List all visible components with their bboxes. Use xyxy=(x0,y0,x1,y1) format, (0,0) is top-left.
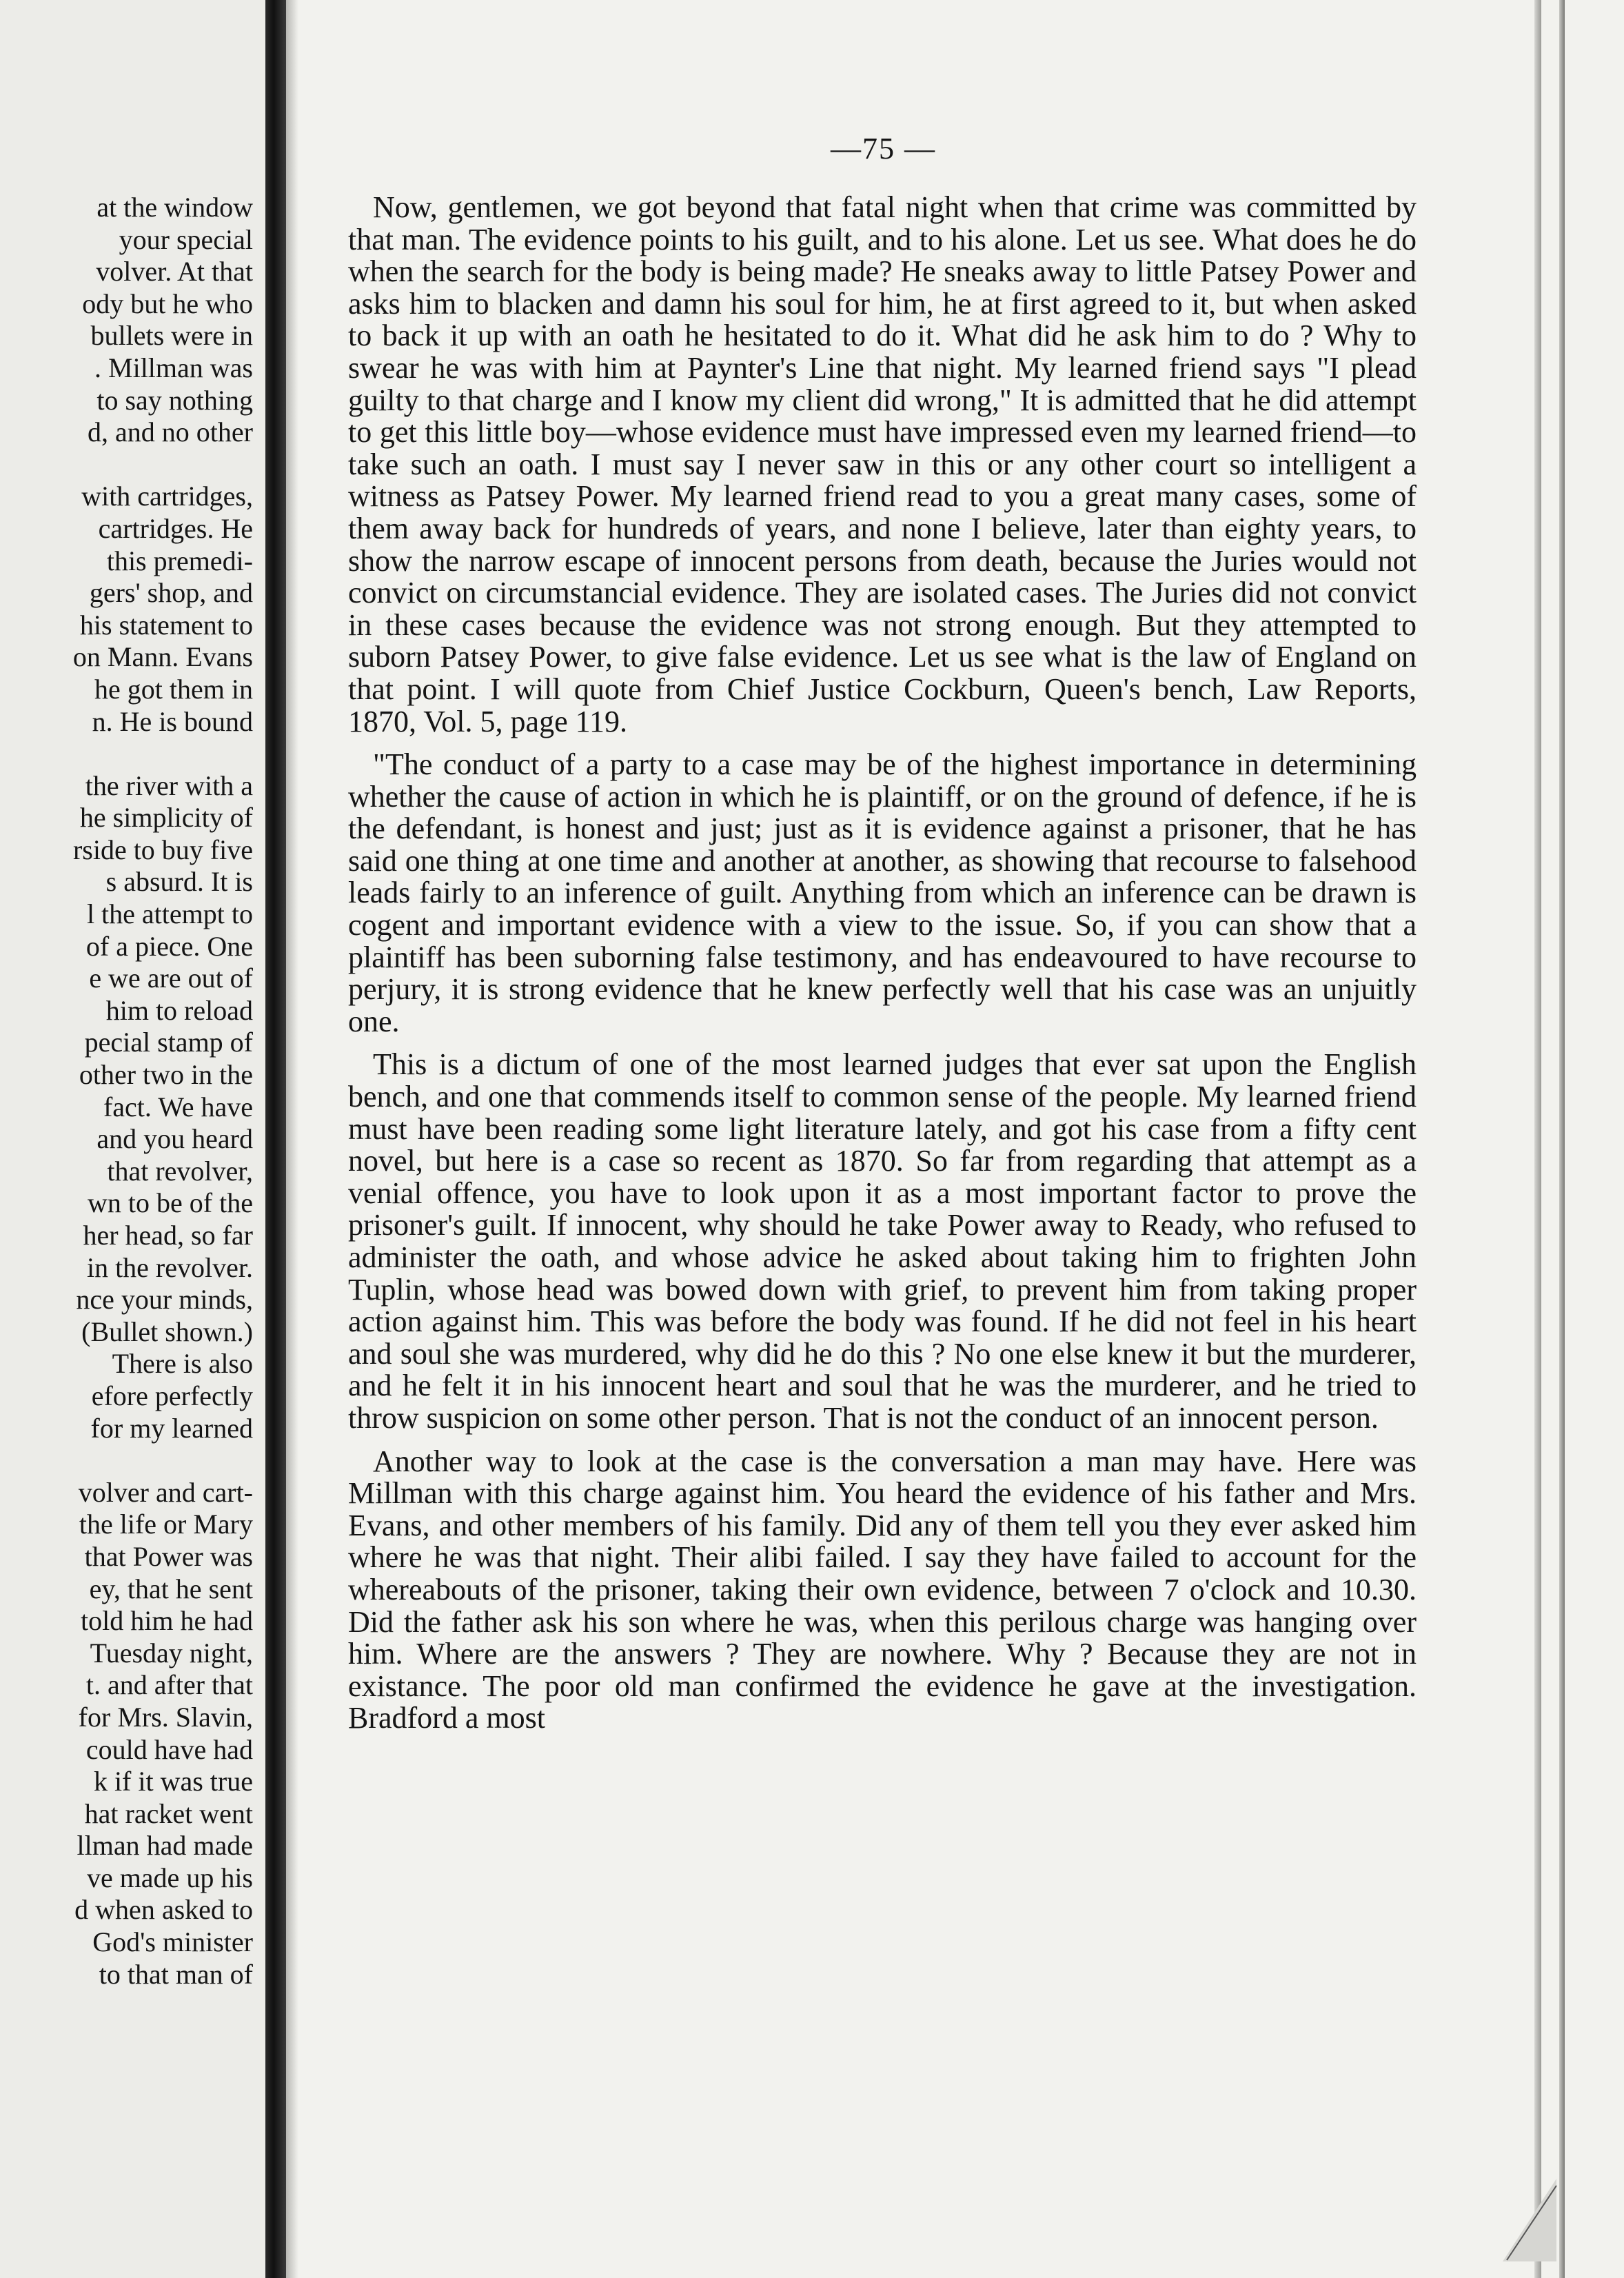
page-edge xyxy=(1534,0,1541,2278)
facing-page-line: . Millman was xyxy=(94,352,253,383)
paragraph: Another way to look at the case is the conversation a man may have. Here was Millman with this charge against him. You heard the evidence of his father and Mrs. Evans, and other members of his family. Did any of them tell you they ever asked him where he was that night. Their alibi failed. I say they have failed to account for the whereabouts of the prisoner, taking their own evidence, between 7 o'clock and 10.30. Did the father ask his son where he was, when this perilous charge was hanging over him. Where are the answers ? They are nowhere. Why ? Because they are not in existance. The poor old man confirmed the evidence he gave at the investigation. Bradford a most xyxy=(348,1444,1417,1735)
book-gutter xyxy=(265,0,286,2278)
facing-page-line: l the attempt to xyxy=(86,898,253,930)
facing-page-line xyxy=(0,1444,253,1477)
facing-page-line: with cartridges, xyxy=(81,481,253,512)
facing-page-line: cartridges. He xyxy=(98,512,253,544)
facing-page-line: pecial stamp of xyxy=(84,1027,253,1058)
gutter-shadow xyxy=(286,0,298,2278)
facing-page-line: hat racket went xyxy=(84,1797,253,1829)
facing-page-fragment xyxy=(0,0,265,2278)
facing-page-line: other two in the xyxy=(79,1059,253,1091)
facing-page-line: rside to buy five xyxy=(72,834,253,865)
facing-page-line: he simplicity of xyxy=(79,802,253,834)
facing-page-line: volver. At that xyxy=(96,256,253,288)
facing-page-line: fact. We have xyxy=(103,1091,253,1122)
facing-page-line: God's minister xyxy=(92,1926,253,1958)
facing-page-line: could have had xyxy=(85,1733,253,1765)
facing-page-line: your special xyxy=(119,223,253,255)
facing-page-line: nce your minds, xyxy=(76,1284,253,1316)
page-number: —75 — xyxy=(831,132,936,165)
facing-page-line: ey, that he sent xyxy=(89,1573,253,1604)
facing-page-line: that Power was xyxy=(84,1540,253,1572)
facing-page-line: for Mrs. Slavin, xyxy=(78,1701,253,1733)
facing-page-line: the river with a xyxy=(85,769,253,801)
facing-page-line: his statement to xyxy=(79,609,253,641)
facing-page-line: n. He is bound xyxy=(92,705,253,737)
paragraph: This is a dictum of one of the most learned judges that ever sat upon the English bench, and one that commends itself to common sense of the people. My learned friend must have been reading some light literature lately, and got his case from a fifty cent novel, but here is a case so recent as 1870. So far from regarding that attempt as a venial offence, you have to look upon it as a most important factor to prove the prisoner's guilt. If innocent, why should he take Power away to Ready, who refused to administer the oath, and whose advice he asked about taking him to frighten John Tuplin, whose head was bowed down with grief, to prevent him from taking proper action against him. This was before the body was found. If he did not feel in his heart and soul she was murdered, why did he do this ? No one else knew it but the murderer, and he felt it in his innocent heart and soul that he was the murderer, and he tried to throw suspicion on some other person. That is not the conduct of an innocent person. xyxy=(348,1047,1417,1435)
facing-page-line: told him he had xyxy=(81,1605,253,1637)
facing-page-line: for my learned xyxy=(90,1412,253,1444)
page-body xyxy=(348,192,1417,1735)
facing-page-line: d when asked to xyxy=(74,1894,253,1926)
facing-page-line: bullets were in xyxy=(90,320,253,352)
facing-page-line: to say nothing xyxy=(97,384,253,416)
facing-page-line: efore perfectly xyxy=(91,1380,253,1411)
facing-page-line: s absurd. It is xyxy=(105,866,253,898)
facing-page-line: him to reload xyxy=(105,994,253,1026)
facing-page-line: d, and no other xyxy=(88,416,253,448)
paragraph: Now, gentlemen, we got beyond that fatal night when that crime was committed by that man. The evidence points to his guilt, and to his alone. Let us see. What does he do when the search for the body is being made? He sneaks away to little Patsey Power and asks him to blacken and damn his soul for him, he at first agreed to it, but when asked to back it up with an oath he hesitated to do it. What did he ask him to do ? Why to swear he was with him at Paynter's Line that night. My learned friend says "I plead guilty to that charge and I know my client did wrong," It is admitted that he did attempt to get this little boy—whose evidence must have impressed even my learned friend—to take such an oath. I must say I never saw in this or any other court so intelligent a witness as Patsey Power. My learned friend read to you a great many cases, some of them away back for hundreds of years, and none I believe, later than eighty years, to show the narrow escape of innocent persons from death, because the Juries would not convict on circumstancial evidence. They are isolated cases. The Juries did not convict in these cases because the evidence was not strong enough. But they attempted to suborn Patsey Power, to give false evidence. Let us see what is the law of England on that point. I will quote from Chief Justice Cockburn, Queen's bench, Law Reports, 1870, Vol. 5, page 119. xyxy=(348,190,1417,738)
facing-page-line: (Bullet shown.) xyxy=(81,1316,253,1347)
facing-page-line: llman had made xyxy=(77,1830,253,1862)
facing-page-line xyxy=(0,738,253,770)
facing-page-line: k if it was true xyxy=(93,1766,253,1797)
facing-page-line: Tuesday night, xyxy=(90,1637,253,1669)
facing-page-line: this premedi- xyxy=(106,545,253,576)
facing-page-line: he got them in xyxy=(94,673,253,705)
facing-page-line: volver and cart- xyxy=(78,1476,253,1508)
facing-page-line: on Mann. Evans xyxy=(72,641,253,673)
facing-page-line: to that man of xyxy=(99,1958,253,1990)
facing-page-line: wn to be of the xyxy=(88,1187,253,1219)
facing-page-line: gers' shop, and xyxy=(89,577,253,609)
facing-page-line xyxy=(0,449,253,481)
facing-page-line: that revolver, xyxy=(107,1155,253,1187)
facing-page-line: t. and after that xyxy=(85,1669,253,1701)
facing-page-line: e we are out of xyxy=(89,962,253,994)
facing-page-line: ody but he who xyxy=(82,288,253,319)
folded-corner-mark xyxy=(1503,2179,1558,2261)
facing-page-line: her head, so far xyxy=(83,1220,253,1251)
facing-page-line: the life or Mary xyxy=(79,1509,253,1540)
facing-page-line: There is also xyxy=(112,1348,253,1380)
facing-page-line: ve made up his xyxy=(86,1862,253,1893)
quoted-paragraph: "The conduct of a party to a case may be of the highest importance in determining whether the cause of action in which he is plaintiff, or on the ground of defence, if he is the defendant, is honest and just; just as it is evidence against a prisoner, that he has said one thing at one time and another at another, as showing that recourse to falsehood leads fairly to an inference of guilt. Anything from which an inference can be drawn is cogent and important evidence with a view to the issue. So, if you can show that a plaintiff has been suborning false testimony, and has endeavoured to have recourse to perjury, it is strong evidence that he knew perfectly well that his case was an unjuitly one. xyxy=(348,747,1417,1038)
page-edge-outer xyxy=(1559,0,1565,2278)
facing-page-text xyxy=(0,192,253,1990)
facing-page-line: in the revolver. xyxy=(86,1251,253,1283)
facing-page-line: at the window xyxy=(97,192,253,223)
facing-page-line: and you heard xyxy=(97,1123,253,1155)
facing-page-line: of a piece. One xyxy=(85,930,253,962)
